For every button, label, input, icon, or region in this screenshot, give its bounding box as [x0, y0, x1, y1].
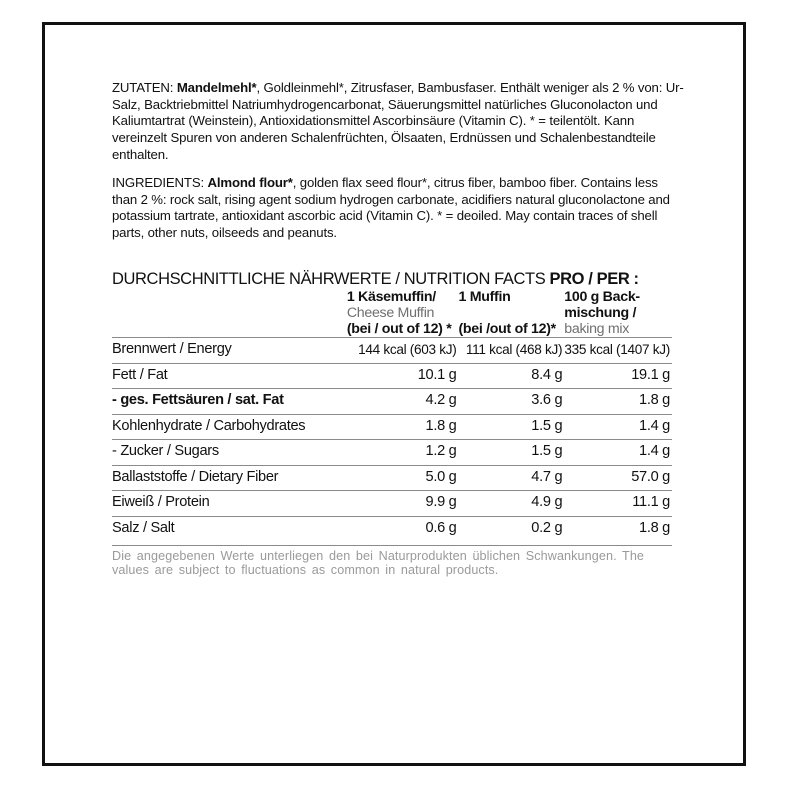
- row-7-col-1: 0.2 g: [458, 516, 564, 541]
- row-1-col-1: 8.4 g: [458, 363, 564, 389]
- col1-line1: 1 Käsemuffin/: [346, 288, 436, 305]
- row-6-name: Eiweiß / Protein: [112, 491, 347, 517]
- nutrition-footnote: Die angegebenen Werte unterliegen den bei Naturprodukten üblichen Schwankungen. The values are subject to fluctuations as common in natural products.: [112, 545, 672, 577]
- row-0-name: Brennwert / Energy: [112, 338, 347, 364]
- ingredients-block: [112, 80, 684, 242]
- row-4-col-0: 1.2 g: [347, 440, 459, 466]
- ingredients-english-first: Almond flour*: [207, 175, 293, 191]
- row-3-col-2: 1.4 g: [564, 414, 672, 440]
- table-row: [112, 491, 672, 517]
- col3-line3: baking mix: [564, 321, 630, 337]
- col3-line2: mischung /: [564, 304, 637, 321]
- table-row: [112, 338, 672, 364]
- nutrition-column-2-header: [458, 289, 564, 338]
- label-content: [112, 80, 684, 577]
- col2-line3: (bei /out of 12)*: [458, 321, 556, 337]
- nutrition-header-spacer: [112, 289, 347, 338]
- row-0-col-1: 111 kcal (468 kJ): [458, 338, 564, 364]
- nutrition-title: [112, 270, 672, 289]
- col2-line1: 1 Muffin: [458, 288, 511, 305]
- row-6-col-1: 4.9 g: [458, 491, 564, 517]
- row-2-col-0: 4.2 g: [347, 389, 459, 415]
- row-0-col-0: 144 kcal (603 kJ): [347, 338, 459, 364]
- table-row: [112, 363, 672, 389]
- row-1-col-2: 19.1 g: [564, 363, 672, 389]
- row-5-col-0: 5.0 g: [347, 465, 459, 491]
- row-6-col-0: 9.9 g: [347, 491, 459, 517]
- row-7-col-0: 0.6 g: [347, 516, 459, 541]
- nutrition-column-3-header: [564, 289, 672, 338]
- row-5-col-1: 4.7 g: [458, 465, 564, 491]
- col3-line1: 100 g Back-: [564, 288, 640, 305]
- row-4-col-2: 1.4 g: [564, 440, 672, 466]
- row-1-name: Fett / Fat: [112, 363, 347, 389]
- nutrition-title-pro: PRO / PER :: [549, 269, 639, 288]
- ingredients-german-first: Mandelmehl*: [176, 80, 257, 95]
- nutrition-column-1-header: [347, 289, 459, 338]
- row-2-col-1: 3.6 g: [458, 389, 564, 415]
- row-7-name: Salz / Salt: [112, 516, 347, 541]
- nutrition-title-plain: DURCHSCHNITTLICHE NÄHRWERTE / NUTRITION FACTS: [112, 269, 550, 288]
- row-2-name: - ges. Fettsäuren / sat. Fat: [112, 389, 347, 415]
- ingredients-english-text: , golden flax seed flour*, citrus fiber, bamboo fiber. Contains less than 2 %: rock salt, rising agent sodium hydrogen carbonate, acidifiers natural gluconolactone and potassium tartrate, antioxidant ascorbic acid (Vitamin C). * = deoiled. May contain traces of shell parts, other nuts, oilseeds and peanuts.: [112, 175, 670, 240]
- row-7-col-2: 1.8 g: [564, 516, 672, 541]
- ingredients-german-label: ZUTATEN:: [112, 80, 174, 95]
- row-4-col-1: 1.5 g: [458, 440, 564, 466]
- table-row: [112, 389, 672, 415]
- table-row: [112, 440, 672, 466]
- table-row: [112, 414, 672, 440]
- row-5-col-2: 57.0 g: [564, 465, 672, 491]
- col2-line2: [458, 305, 564, 321]
- nutrition-table: [112, 270, 672, 542]
- row-3-col-1: 1.5 g: [458, 414, 564, 440]
- ingredients-english: [112, 175, 684, 242]
- row-3-name: Kohlenhydrate / Carbohydrates: [112, 414, 347, 440]
- col1-line2: Cheese Muffin: [346, 304, 435, 321]
- ingredients-german-text: , Goldleinmehl*, Zitrusfaser, Bambusfaser. Enthält weniger als 2 % von: Ur-Salz, Backtriebmittel Natriumhydrogencarbonat, Säuerungsmittel natürliches Gluconolacton und Kaliumtartrat (Weinstein), Antioxidationsmittel Ascorbinsäure (Vitamin C). * = teilentölt. Kann vereinzelt Spuren von anderen Schalenfrüchten, Ölsaaten, Erdnüssen und Schalenbestandteile enthalten.: [112, 80, 684, 162]
- table-row: [112, 465, 672, 491]
- row-5-name: Ballaststoffe / Dietary Fiber: [112, 465, 347, 491]
- col1-line3: (bei / out of 12) *: [346, 321, 452, 337]
- ingredients-german: [112, 80, 684, 163]
- row-1-col-0: 10.1 g: [347, 363, 459, 389]
- nutrition-title-row: [112, 270, 672, 289]
- table-row: [112, 516, 672, 541]
- ingredients-english-label: INGREDIENTS:: [112, 175, 204, 191]
- row-3-col-0: 1.8 g: [347, 414, 459, 440]
- row-6-col-2: 11.1 g: [564, 491, 672, 517]
- row-0-col-2: 335 kcal (1407 kJ): [564, 338, 672, 364]
- row-2-col-2: 1.8 g: [564, 389, 672, 415]
- nutrition-column-headers: [112, 289, 672, 338]
- row-4-name: - Zucker / Sugars: [112, 440, 347, 466]
